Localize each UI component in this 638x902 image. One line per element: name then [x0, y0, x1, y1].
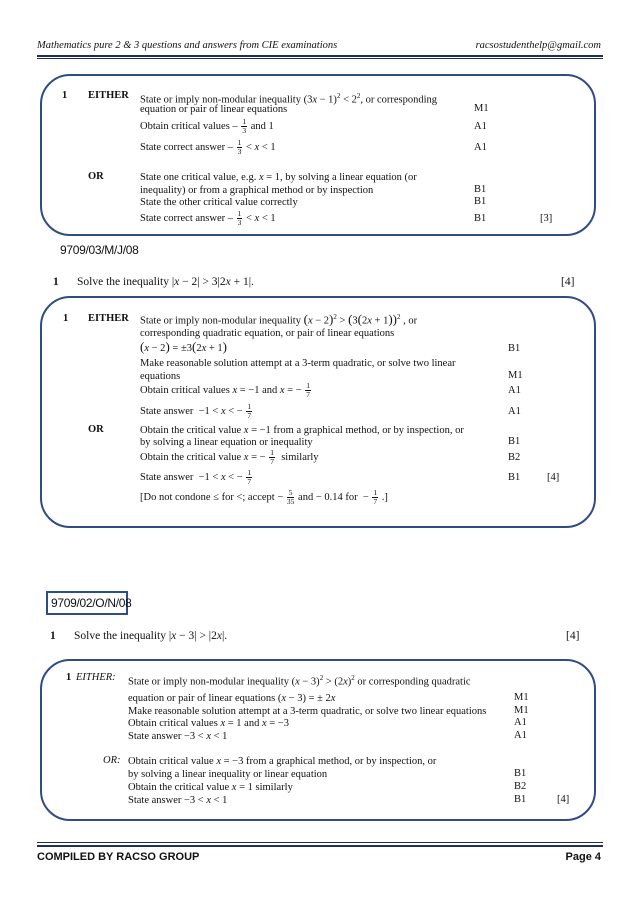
block3-mark-6: B1	[514, 768, 527, 779]
block1-mark-6: B1	[474, 196, 487, 207]
block2-row-5: Obtain critical values x = −1 and x = − $\frac{1}{7}$	[140, 381, 311, 399]
footer-compiled-by: COMPILED BY RACSO GROUP	[37, 851, 200, 863]
block1-or: OR	[88, 171, 104, 182]
block3-or: OR:	[103, 755, 121, 766]
block3-mark-2: M1	[514, 705, 529, 716]
block3-row-0: State or imply non-modular inequality $(x - 3)^2 > (2x)^2$ or corresponding quadratic	[128, 674, 471, 688]
block3-mark-8: B1	[514, 794, 527, 805]
block3-mark-4: A1	[514, 730, 527, 741]
block2-row-11: [Do not condone ≤ for <; accept − $\frac{5}{35}$ and − 0.14 for − $\frac{1}{7}$ .]	[140, 488, 388, 506]
block3-mark-1: M1	[514, 692, 529, 703]
footer-rule	[37, 845, 603, 847]
block3-mark-3: A1	[514, 717, 527, 728]
block2-mark-9: B2	[508, 452, 521, 463]
header-rule-thin	[37, 58, 603, 59]
block2-mark-6: A1	[508, 406, 521, 417]
block1-qnum: 1	[62, 90, 68, 101]
block3-row-1: equation or pair of linear equations (x − 3) = ± 2x	[128, 693, 336, 704]
block2-mark-4: M1	[508, 370, 523, 381]
block2-row-0: State or imply non-modular inequality $(x - 2)^2 > (3(2x + 1))^2$ , or	[140, 311, 418, 327]
question-2-text: Solve the inequality |x − 2| > 3|2x + 1|.	[77, 276, 254, 288]
block2-row-9: Obtain the critical value x = − $\frac{1}{7}$ similarly	[140, 448, 319, 466]
block2-row-6: State answer −1 < x < − $\frac{1}{7}$	[140, 402, 252, 420]
question-2-num: 1	[53, 276, 59, 288]
question-2-marks: [4]	[561, 276, 575, 288]
block2-total: [4]	[547, 472, 560, 483]
block2-row-8: by solving a linear equation or inequality	[140, 437, 313, 448]
block3-row-8: State answer −3 < x < 1	[128, 795, 228, 806]
block2-row-4: equations	[140, 371, 181, 382]
block1-row-6: State the other critical value correctly	[140, 197, 298, 208]
footer-page-number: Page 4	[565, 851, 601, 863]
block2-mark-10: B1	[508, 472, 521, 483]
block1-row-4: State one critical value, e.g. x = 1, by solving a linear equation (or	[140, 172, 417, 183]
block3-row-2: Make reasonable solution attempt at a 3-term quadratic, or solve two linear equations	[128, 706, 487, 717]
block1-row-1: equation or pair of linear equations	[140, 104, 288, 115]
block2-row-3: Make reasonable solution attempt at a 3-term quadratic, or solve two linear	[140, 358, 456, 369]
block3-row-4: State answer −3 < x < 1	[128, 731, 228, 742]
block3-either: EITHER:	[76, 672, 116, 683]
block1-mark-1: M1	[474, 103, 489, 114]
block2-row-2: (x − 2) = ±3(2x + 1)	[140, 339, 227, 354]
exam-code-2: 9709/03/M/J/08	[60, 243, 139, 257]
block2-row-7: Obtain the critical value x = −1 from a graphical method, or by inspection, or	[140, 425, 464, 436]
block1-total: [3]	[540, 213, 553, 224]
block2-mark-5: A1	[508, 385, 521, 396]
header-rule	[37, 55, 603, 57]
block3-row-7: Obtain the critical value x = 1 similarly	[128, 782, 293, 793]
block3-total: [4]	[557, 794, 570, 805]
block2-mark-8: B1	[508, 436, 521, 447]
block2-qnum: 1	[63, 313, 69, 324]
footer-rule-thin	[37, 842, 603, 843]
header-title: Mathematics pure 2 & 3 questions and answers from CIE examinations	[37, 40, 338, 51]
block1-row-5: inequality) or from a graphical method or by inspection	[140, 185, 374, 196]
block3-row-5: Obtain critical value x = −3 from a graphical method, or by inspection, or	[128, 756, 437, 767]
question-3-text: Solve the inequality |x − 3| > |2x|.	[74, 630, 228, 642]
block2-mark-2: B1	[508, 343, 521, 354]
block1-row-3: State correct answer – $\frac{1}{3}$ < x < 1	[140, 138, 276, 156]
block3-mark-7: B2	[514, 781, 527, 792]
block3-qnum: 1	[66, 672, 72, 683]
question-3-num: 1	[50, 630, 56, 642]
block1-mark-2: A1	[474, 121, 487, 132]
block1-row-7: State correct answer – $\frac{1}{3}$ < x < 1	[140, 209, 276, 227]
block1-mark-7: B1	[474, 213, 487, 224]
question-3-marks: [4]	[566, 630, 580, 642]
block1-row-2: Obtain critical values – $\frac{1}{3}$ and 1	[140, 117, 274, 135]
block1-row-0: State or imply non-modular inequality $(3x - 1)^2 < 2^2$, or corresponding	[140, 92, 438, 106]
block3-row-3: Obtain critical values x = 1 and x = −3	[128, 718, 289, 729]
block2-or: OR	[88, 424, 104, 435]
block2-either: EITHER	[88, 313, 129, 324]
header-email: racsostudenthelp@gmail.com	[475, 40, 601, 51]
block2-row-10: State answer −1 < x < − $\frac{1}{7}$	[140, 468, 252, 486]
block1-mark-5: B1	[474, 184, 487, 195]
exam-code-3: 9709/02/O/N/08	[51, 596, 132, 610]
block2-row-1: corresponding quadratic equation, or pair of linear equations	[140, 328, 395, 339]
block3-row-6: by solving a linear inequality or linear equation	[128, 769, 328, 780]
block1-either: EITHER	[88, 90, 129, 101]
block1-mark-3: A1	[474, 142, 487, 153]
